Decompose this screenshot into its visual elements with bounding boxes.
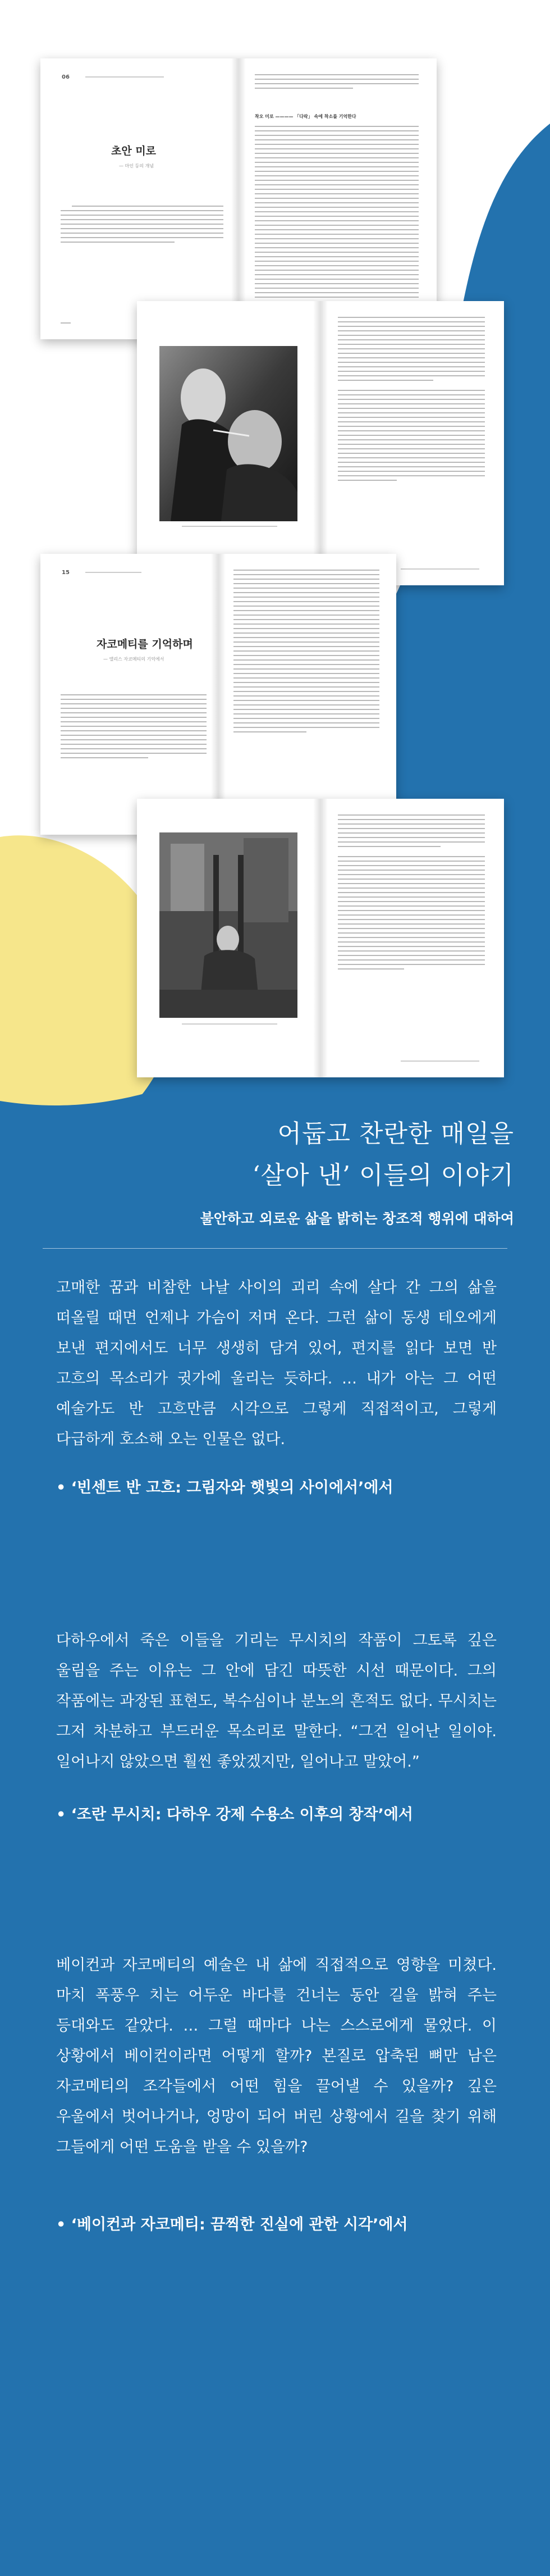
running-header [85,76,164,78]
page-number: 06 [62,74,70,80]
chapter-title: 초안 미로 [111,145,157,157]
chapter-subtitle: — 마인 등의 개념 [119,163,154,169]
gutter-shadow [211,554,226,835]
book-spread-1 [40,58,437,339]
body-text-left [61,206,223,246]
folio-right [401,568,479,570]
headline-line-1: 어둡고 찬란한 매일을 [277,1119,514,1148]
body-text-right [338,814,485,973]
book-spread-2 [137,301,504,585]
running-header [85,572,141,573]
excerpt-source-2: • ‘조란 무시치: 다하우 강제 수용소 이후의 창작’에서 [56,1806,414,1823]
excerpt-text-2: 다하우에서 죽은 이들을 기리는 무시치의 작품이 그토록 깊은 울림을 주는 이유는 그 안에 담긴 따뜻한 시선 때문이다. 그의 작품에는 과장된 표현도, 복수심이나 분노의 흔적도 없다. 무시치는 그저 차분하고 부드러운 목소리로 말한다. “그건 일어난 일이야. 일어나지 않았으면 훨씬 좋았겠지만, 일어나고 말았어.” [56,1632,497,1771]
section-heading: 착오 미로 ———— 「다락」 속에 착소를 기억한다 [255,114,356,119]
book-spread-3 [40,554,396,835]
body-text-right [255,126,419,319]
subheadline: 불안하고 외로운 삶을 밝히는 창조적 행위에 대하여 [200,1210,514,1227]
photo-portrait-dali [159,346,297,521]
body-text-right [338,317,485,484]
chapter-title: 자코메티를 기억하며 [97,638,193,650]
gutter-shadow [313,301,328,585]
page-number: 15 [62,570,70,576]
body-text-left [61,694,207,762]
gutter-shadow [313,799,328,1077]
gutter-shadow [231,58,246,339]
book-spread-4 [137,799,504,1077]
photo-giacometti-studio [159,832,297,1018]
body-text-right-top [255,74,419,92]
photo-illustration [159,346,297,521]
body-text-right [233,570,379,736]
excerpt-text-1: 고매한 꿈과 비참한 나날 사이의 괴리 속에 살다 간 그의 삶을 떠올릴 때면 언제나 가슴이 저며 온다. 그런 삶이 동생 테오에게 보낸 편지에서도 너무 생생히 담겨 있어, 편지를 읽다 보면 반 고흐의 목소리가 귓가에 울리는 듯하다. … 내가 아는 그 어떤 예술가도 반 고흐만큼 시각으로 그렇게 직접적이고, 그렇게 다급하게 호소해 오는 인물은 없다. [56,1279,497,1448]
chapter-subtitle: — 앨리스 자코메티의 기억에서 [103,657,164,662]
excerpt-source-1: • ‘빈센트 반 고흐: 그림자와 햇빛의 사이에서’에서 [56,1479,393,1496]
headline-line-2: ‘살아 낸’ 이들의 이야기 [252,1161,514,1190]
photo-caption [182,526,277,527]
excerpt-source-3: • ‘베이컨과 자코메티: 끔찍한 진실에 관한 시각’에서 [56,2216,408,2233]
photo-illustration [159,832,297,1018]
excerpt-text-3: 베이컨과 자코메티의 예술은 내 삶에 직접적으로 영향을 미쳤다. 마치 폭풍우 치는 어두운 바다를 건너는 동안 길을 밝혀 주는 등대와도 같았다. … 그럴 때마다 나는 스스로에게 물었다. 이 상황에서 베이컨이라면 어떻게 할까? 본질로 압축된 뼈만 남은 자코메티의 조각들에서 어떤 힘을 끌어낼 수 있을까? 깊은 우울에서 벗어나거나, 엉망이 되어 버린 상황에서 길을 찾기 위해 그들에게 어떤 도움을 받을 수 있을까? [56,1956,497,2156]
photo-caption [182,1023,277,1025]
folio-right [401,1061,479,1062]
divider-line [43,1248,507,1249]
folio-left [61,322,71,324]
